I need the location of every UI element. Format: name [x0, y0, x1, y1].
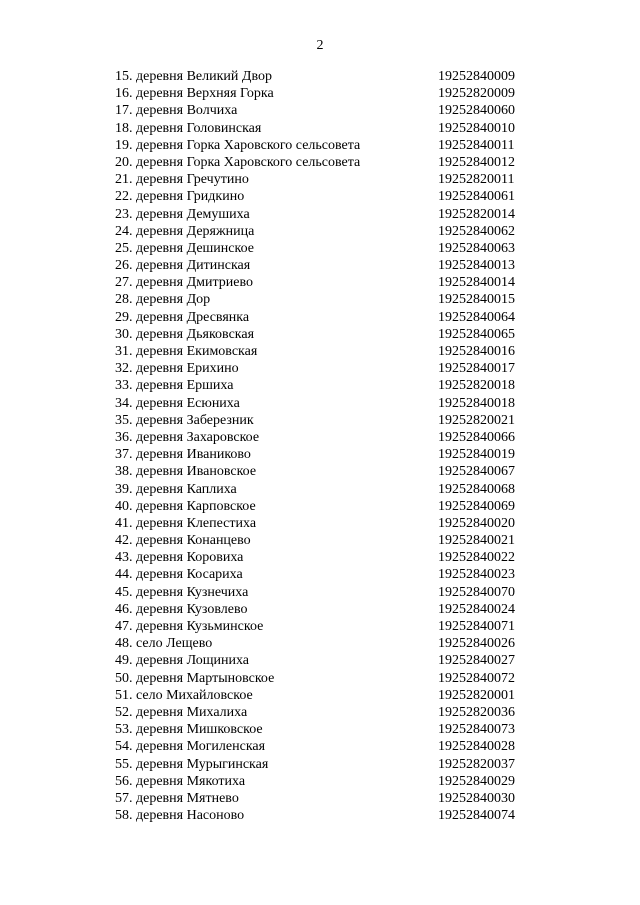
settlement-name: 32. деревня Ерихино: [115, 361, 239, 377]
settlement-code: 19252840064: [438, 309, 515, 325]
settlement-code: 19252840073: [438, 722, 515, 738]
list-item: [115, 584, 535, 601]
settlement-name: 51. село Михайловское: [115, 687, 253, 703]
settlement-code: 19252840016: [438, 344, 515, 359]
settlement-name: 39. деревня Каплиха: [115, 481, 237, 497]
settlement-code: 19252840074: [438, 808, 515, 824]
settlement-name: 18. деревня Головинская: [115, 120, 262, 136]
settlement-name: 45. деревня Кузнечиха: [115, 584, 249, 600]
settlement-name: 21. деревня Гречутино: [115, 172, 249, 188]
settlement-name: 38. деревня Ивановское: [115, 464, 257, 480]
settlement-code: 19252840061: [438, 189, 515, 205]
settlement-name: 33. деревня Ершиха: [115, 378, 234, 394]
list-item: [115, 532, 535, 549]
settlement-name: 55. деревня Мурыгинская: [115, 756, 269, 772]
list-item: [115, 395, 535, 412]
settlement-code: 19252840010: [438, 120, 515, 136]
list-item: [115, 360, 535, 377]
settlement-name: 43. деревня Коровиха: [115, 550, 244, 566]
list-item: [115, 377, 535, 394]
settlement-name: 35. деревня Заберезник: [115, 412, 254, 428]
settlement-name: 15. деревня Великий Двор: [115, 69, 272, 84]
list-item: [115, 309, 535, 326]
page-number: 2: [316, 38, 324, 53]
settlement-code: 19252840019: [438, 447, 515, 463]
settlement-name: 47. деревня Кузьминское: [115, 619, 264, 634]
settlement-code: 19252840015: [438, 292, 515, 308]
list-item: [115, 549, 535, 566]
settlement-name: 53. деревня Мишковское: [115, 722, 263, 738]
settlement-name: 26. деревня Дитинская: [115, 258, 251, 274]
list-item: [115, 773, 535, 790]
settlement-code: 19252840071: [438, 619, 515, 634]
list-item: [115, 223, 535, 240]
settlement-name: 34. деревня Есюниха: [115, 395, 240, 411]
settlement-code: 19252820036: [438, 704, 515, 720]
settlement-code: 19252840063: [438, 240, 515, 256]
settlement-code: 19252840026: [438, 636, 515, 652]
settlement-list: [115, 68, 535, 824]
list-item: [115, 687, 535, 704]
list-item: [115, 515, 535, 532]
settlement-code: 19252840028: [438, 739, 515, 755]
settlement-name: 29. деревня Дресвянка: [115, 309, 250, 325]
settlement-code: 19252840020: [438, 515, 515, 531]
settlement-name: 19. деревня Горка Харовского сельсовета: [115, 137, 361, 153]
settlement-code: 19252840023: [438, 567, 515, 583]
settlement-name: 20. деревня Горка Харовского сельсовета: [115, 154, 361, 170]
settlement-code: 19252840070: [438, 584, 515, 600]
list-item: [115, 120, 535, 137]
list-item: [115, 326, 535, 343]
list-item: [115, 343, 535, 360]
settlement-name: 49. деревня Лощиниха: [115, 653, 250, 669]
settlement-code: 19252840012: [438, 154, 515, 170]
list-item: [115, 85, 535, 102]
settlement-name: 25. деревня Дешинское: [115, 240, 254, 256]
settlement-code: 19252840022: [438, 550, 515, 566]
settlement-code: 19252820018: [438, 378, 515, 394]
settlement-code: 19252840013: [438, 258, 515, 274]
settlement-name: 42. деревня Конанцево: [115, 533, 251, 549]
settlement-name: 50. деревня Мартыновское: [115, 670, 275, 686]
settlement-name: 48. село Лещево: [115, 636, 213, 652]
list-item: [115, 756, 535, 773]
settlement-code: 19252840009: [438, 69, 515, 84]
settlement-code: 19252840029: [438, 773, 515, 789]
settlement-code: 19252840066: [438, 429, 515, 445]
list-item: [115, 137, 535, 154]
settlement-code: 19252840018: [438, 395, 515, 411]
settlement-name: 16. деревня Верхняя Горка: [115, 86, 274, 102]
settlement-name: 54. деревня Могиленская: [115, 739, 266, 755]
list-item: [115, 738, 535, 755]
list-item: [115, 412, 535, 429]
list-item: [115, 68, 535, 85]
settlement-name: 44. деревня Косариха: [115, 567, 243, 583]
settlement-name: 30. деревня Дьяковская: [115, 326, 255, 342]
settlement-name: 22. деревня Гридкино: [115, 189, 245, 205]
settlement-code: 19252820009: [438, 86, 515, 102]
settlement-name: 27. деревня Дмитриево: [115, 275, 254, 291]
list-item: [115, 704, 535, 721]
list-item: [115, 240, 535, 257]
settlement-code: 19252840027: [438, 653, 515, 669]
settlement-code: 19252840011: [438, 137, 515, 153]
settlement-name: 46. деревня Кузовлево: [115, 601, 248, 617]
list-item: [115, 463, 535, 480]
list-item: [115, 635, 535, 652]
list-item: [115, 171, 535, 188]
list-item: [115, 102, 535, 119]
list-item: [115, 498, 535, 515]
list-item: [115, 566, 535, 583]
settlement-name: 41. деревня Клепестиха: [115, 515, 257, 531]
settlement-code: 19252840067: [438, 464, 515, 480]
settlement-code: 19252820014: [438, 206, 515, 222]
list-item: [115, 429, 535, 446]
settlement-code: 19252840068: [438, 481, 515, 497]
list-item: [115, 188, 535, 205]
settlement-name: 23. деревня Демушиха: [115, 206, 250, 222]
settlement-code: 19252820001: [438, 687, 515, 703]
list-item: [115, 291, 535, 308]
settlement-code: 19252820021: [438, 412, 515, 428]
settlement-code: 19252840065: [438, 326, 515, 342]
settlement-code: 19252820011: [438, 172, 515, 188]
settlement-code: 19252840014: [438, 275, 515, 291]
list-item: [115, 154, 535, 171]
list-item: [115, 274, 535, 291]
settlement-code: 19252840069: [438, 498, 515, 514]
settlement-name: 56. деревня Мякотиха: [115, 773, 246, 789]
settlement-name: 40. деревня Карповское: [115, 498, 256, 514]
settlement-name: 24. деревня Деряжница: [115, 223, 255, 239]
list-item: [115, 481, 535, 498]
settlement-name: 17. деревня Волчиха: [115, 103, 238, 119]
settlement-code: 19252820037: [438, 756, 515, 772]
settlement-name: 57. деревня Мятнево: [115, 790, 239, 806]
list-item: [115, 807, 535, 824]
settlement-code: 19252840060: [438, 103, 515, 119]
settlement-name: 58. деревня Насоново: [115, 808, 245, 824]
settlement-code: 19252840017: [438, 361, 515, 377]
list-item: [115, 721, 535, 738]
settlement-code: 19252840072: [438, 670, 515, 686]
settlement-code: 19252840030: [438, 790, 515, 806]
list-item: [115, 446, 535, 463]
settlement-code: 19252840024: [438, 601, 515, 617]
list-item: [115, 790, 535, 807]
list-item: [115, 257, 535, 274]
list-item: [115, 652, 535, 669]
settlement-code: 19252840062: [438, 223, 515, 239]
settlement-name: 28. деревня Дор: [115, 292, 211, 308]
settlement-name: 37. деревня Иваниково: [115, 447, 251, 463]
settlement-name: 31. деревня Екимовская: [115, 344, 258, 359]
settlement-code: 19252840021: [438, 533, 515, 549]
list-item: [115, 601, 535, 618]
list-item: [115, 618, 535, 635]
list-item: [115, 206, 535, 223]
list-item: [115, 670, 535, 687]
settlement-name: 36. деревня Захаровское: [115, 429, 260, 445]
settlement-name: 52. деревня Михалиха: [115, 704, 248, 720]
